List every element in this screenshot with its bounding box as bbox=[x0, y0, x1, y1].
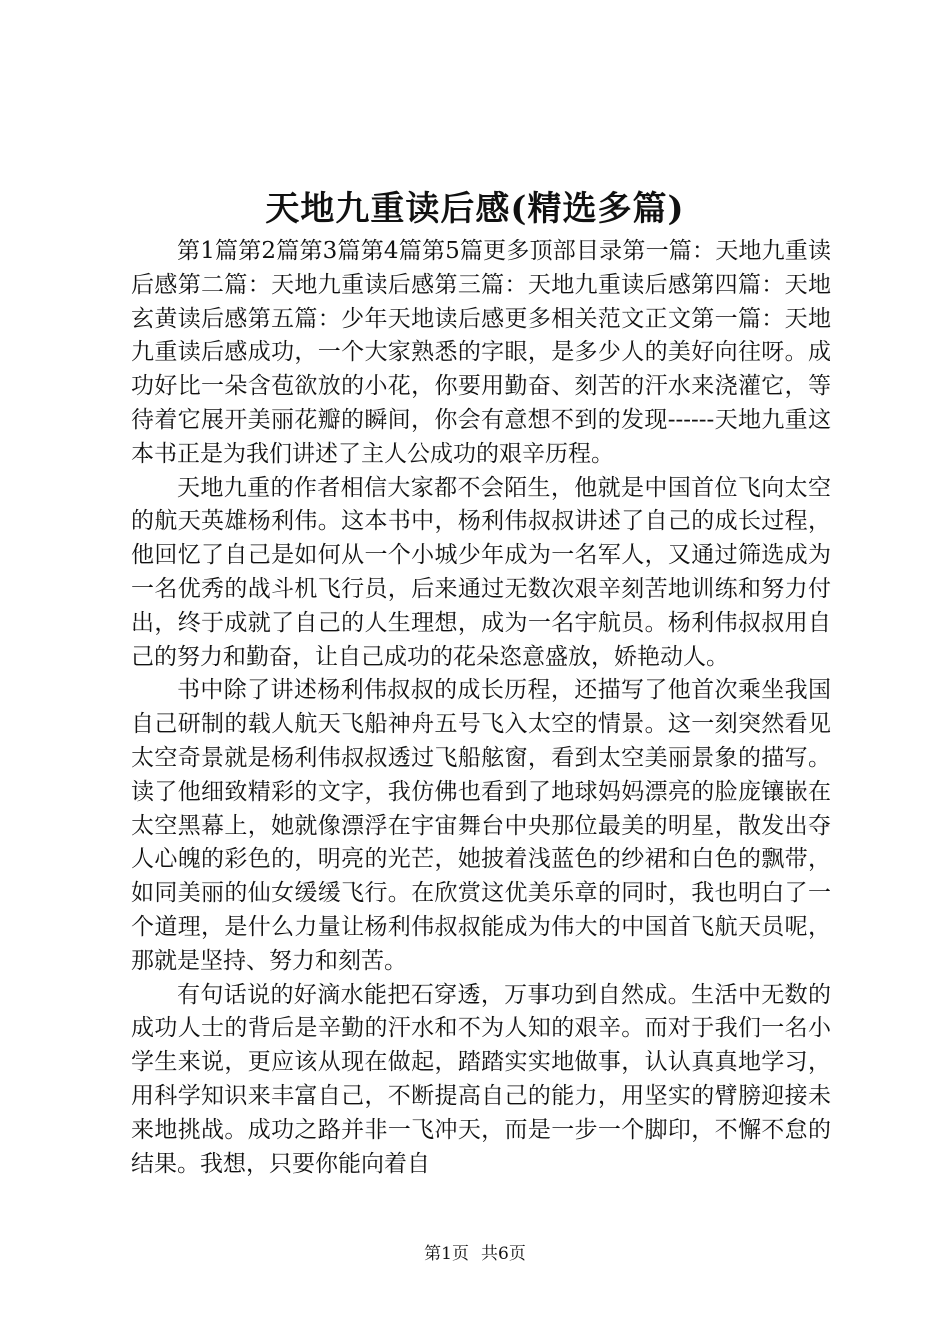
page-footer bbox=[0, 1242, 950, 1266]
paragraph: 第1篇第2篇第3篇第4篇第5篇更多顶部目录第一篇：天地九重读后感第二篇：天地九重读后感第三篇：天地九重读后感第四篇：天地玄黄读后感第五篇：少年天地读后感更多相关范文正文第一篇：天地九重读后感成功，一个大家熟悉的字眼，是多少人的美好向往呀。成功好比一朵含苞欲放的小花，你要用勤奋、刻苦的汗水来浇灌它，等待着它展开美丽花瓣的瞬间，你会有意想不到的发现------天地九重这本书正是为我们讲述了主人公成功的艰辛历程。 bbox=[131, 238, 831, 467]
paragraph: 天地九重的作者相信大家都不会陌生，他就是中国首位飞向太空的航天英雄杨利伟。这本书中，杨利伟叔叔讲述了自己的成长过程，他回忆了自己是如何从一个小城少年成为一名军人，又通过筛选成为一名优秀的战斗机飞行员，后来通过无数次艰辛刻苦地训练和努力付出，终于成就了自己的人生理想，成为一名宇航员。杨利伟叔叔用自己的努力和勤奋，让自己成功的花朵恣意盛放，娇艳动人。 bbox=[131, 474, 831, 670]
paragraph: 有句话说的好滴水能把石穿透，万事功到自然成。生活中无数的成功人士的背后是辛勤的汗水和不为人知的艰辛。而对于我们一名小学生来说，更应该从现在做起，踏踏实实地做事，认认真真地学习，用科学知识来丰富自己，不断提高自己的能力，用坚实的臂膀迎接未来地挑战。成功之路并非一飞冲天，而是一步一个脚印，不懈不怠的结果。我想，只要你能向着自 bbox=[131, 981, 831, 1177]
document-title: 天地九重读后感(精选多篇) bbox=[265, 189, 685, 229]
document-body bbox=[131, 235, 831, 1181]
page-number: 第1页 bbox=[424, 1244, 469, 1264]
paragraph: 书中除了讲述杨利伟叔叔的成长历程，还描写了他首次乘坐我国自己研制的载人航天飞船神舟五号飞入太空的情景。这一刻突然看见太空奇景就是杨利伟叔叔透过飞船舷窗，看到太空美丽景象的描写。读了他细致精彩的文字，我仿佛也看到了地球妈妈漂亮的脸庞镶嵌在太空黑幕上，她就像漂浮在宇宙舞台中央那位最美的明星，散发出夺人心魄的彩色的，明亮的光芒，她披着浅蓝色的纱裙和白色的飘带，如同美丽的仙女缓缓飞行。在欣赏这优美乐章的同时，我也明白了一个道理，是什么力量让杨利伟叔叔能成为伟大的中国首飞航天员呢，那就是坚持、努力和刻苦。 bbox=[131, 677, 831, 974]
page-total: 共6页 bbox=[481, 1244, 526, 1264]
